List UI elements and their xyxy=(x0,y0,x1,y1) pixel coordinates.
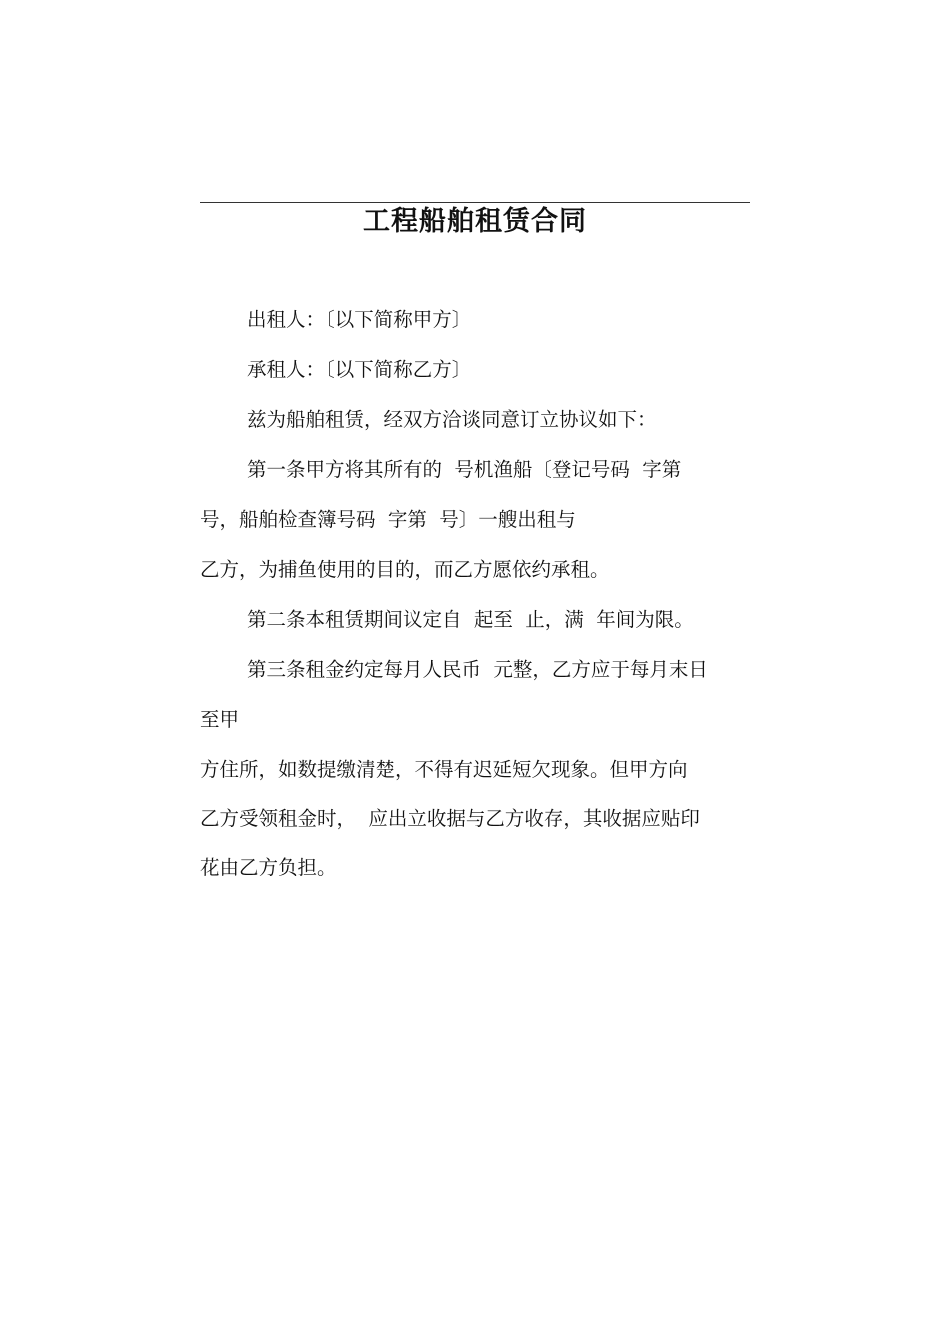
article-3-line-2: 至甲 xyxy=(200,708,240,731)
article-3-line-3: 方住所，如数提缴清楚，不得有迟延短欠现象。但甲方向 xyxy=(200,758,688,781)
lessor-line: 出租人：〔以下简称甲方〕 xyxy=(247,308,472,331)
document-title: 工程船舶租赁合同 xyxy=(363,206,587,237)
lessee-line: 承租人：〔以下简称乙方〕 xyxy=(247,358,472,381)
article-2-line-1: 第二条本租赁期间议定自 起至 止，满 年间为限。 xyxy=(247,608,694,631)
article-1-line-1: 第一条甲方将其所有的 号机渔船〔登记号码 字第 xyxy=(247,458,682,481)
article-1-line-3: 乙方，为捕鱼使用的目的，而乙方愿依约承租。 xyxy=(200,558,610,581)
article-3-line-1: 第三条租金约定每月人民币 元整，乙方应于每月末日 xyxy=(247,658,708,681)
article-3-line-5: 花由乙方负担。 xyxy=(200,856,337,879)
header-rule xyxy=(200,202,750,203)
article-1-line-2: 号，船舶检查簿号码 字第 号〕一艘出租与 xyxy=(200,508,576,531)
preamble-line: 兹为船舶租赁，经双方洽谈同意订立协议如下： xyxy=(247,408,657,431)
article-3-line-4: 乙方受领租金时， 应出立收据与乙方收存，其收据应贴印 xyxy=(200,807,700,830)
